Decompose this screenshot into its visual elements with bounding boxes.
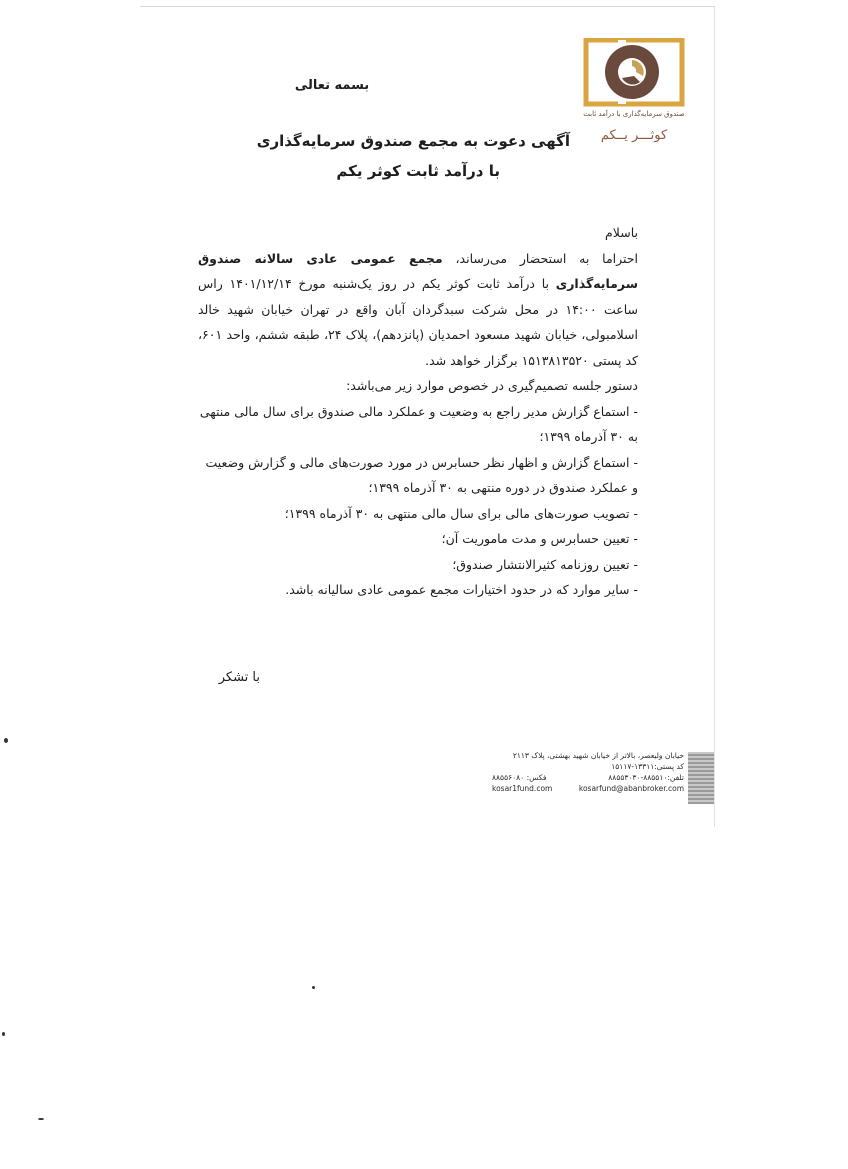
paragraph-rest: با درآمد ثابت کوثر یکم در روز یک‌شنبه مورخ ۱۴۰۱/۱۲/۱۴ راس ساعت ۱۴:۰۰ در محل شرکت سبدگردان آبان واقع در تهران خیابان شهید خالد اسلامبولی، خیابان شهید مسعود احمدیان (پانزدهم)، پلاک ۲۴، طبقه ششم، واحد ۶۰۱، کد پستی ۱۵۱۳۸۱۳۵۲۰ برگزار خواهد شد. xyxy=(198,276,638,368)
footer-phone-row xyxy=(492,772,684,783)
footer-postal-code: کد پستی:۱۳۳۱۱-۱۵۱۱۷ xyxy=(611,762,684,771)
agenda-list xyxy=(198,399,638,603)
scan-speck xyxy=(38,1118,44,1120)
greeting: باسلام xyxy=(605,225,638,240)
closing-text: با تشکر xyxy=(218,670,260,685)
agenda-item: - استماع گزارش و اظهار نظر حسابرس در مورد صورت‌های مالی و گزارش وضعیت و عملکرد صندوق در دوره منتهی به ۳۰ آذرماه ۱۳۹۹؛ xyxy=(205,454,638,495)
agenda-item: - تعیین روزنامه کثیرالانتشار صندوق؛ xyxy=(452,556,638,572)
paragraph-lead: احتراما به استحضار می‌رساند، xyxy=(442,250,638,266)
agenda-intro: دستور جلسه تصمیم‌گیری در خصوص موارد زیر می‌باشد: xyxy=(346,378,638,393)
logo-brand-name: کوثـــر یــکم xyxy=(600,128,668,143)
agenda-item: - تصویب صورت‌های مالی برای سال مالی منتهی به ۳۰ آذرماه ۱۳۹۹؛ xyxy=(284,505,638,521)
invitation-paragraph xyxy=(198,246,638,374)
agenda-item: - استماع گزارش مدیر راجع به وضعیت و عملکرد مالی صندوق برای سال مالی منتهی به ۳۰ آذرماه ۱۳۹۹؛ xyxy=(199,403,638,444)
agenda-item: - سایر موارد که در حدود اختیارات مجمع عمومی عادی سالیانه باشد. xyxy=(285,582,638,597)
footer-contact xyxy=(492,750,684,806)
letter-body xyxy=(198,220,638,603)
agenda-item: - تعیین حسابرس و مدت ماموریت آن؛ xyxy=(441,531,638,546)
logo-subtitle: صندوق سرمایه‌گذاری با درآمد ثابت xyxy=(583,110,685,118)
page-title: آگهی دعوت به مجمع صندوق سرمایه‌گذاری xyxy=(256,132,570,150)
footer-stripe xyxy=(688,752,714,804)
paragraph-bold: مجمع عمومی عادی سالانه صندوق سرمایه‌گذاری xyxy=(198,250,638,291)
logo-emblem-icon xyxy=(582,38,686,110)
page-subtitle: با درآمد ثابت کوثر یکم xyxy=(336,162,500,180)
footer-website[interactable]: kosar1fund.com xyxy=(492,784,553,793)
footer-address: خیابان ولیعصر، بالاتر از خیابان شهید بهشتی، پلاک ۲۱۱۳ xyxy=(512,751,684,760)
footer-email[interactable]: kosarfund@abanbroker.com xyxy=(578,784,684,793)
scan-speck xyxy=(4,738,8,743)
footer-phone: تلفن:۸۸۵۵۱۰-۸۸۵۵۳۰۳۰ xyxy=(608,773,684,782)
footer-fax: فکس: ۸۸۵۵۶۰۸۰ xyxy=(492,773,547,782)
footer-links-row xyxy=(492,783,684,794)
header-basmala: بسمه تعالی xyxy=(294,78,370,93)
scan-speck xyxy=(2,1032,5,1036)
fund-logo xyxy=(582,38,686,142)
scan-speck xyxy=(312,986,315,989)
